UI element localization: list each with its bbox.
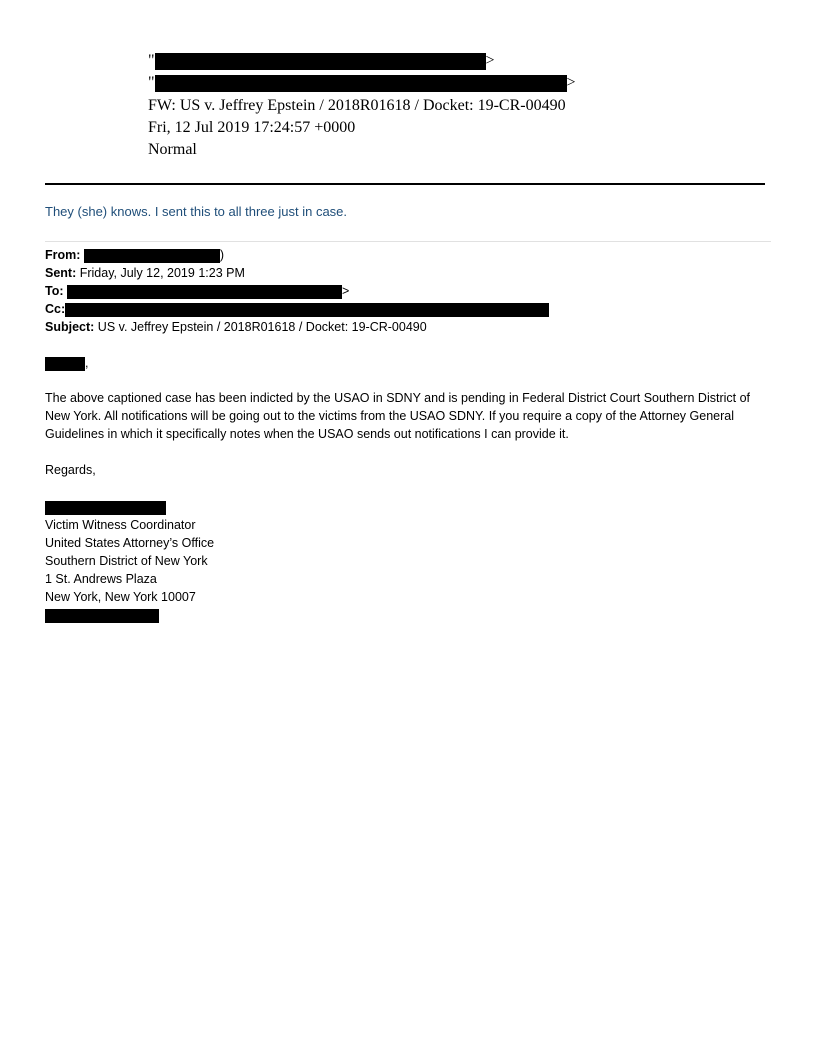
fwd-subject-label: Subject:: [45, 320, 95, 334]
header-subject-value: FW: US v. Jeffrey Epstein / 2018R01618 / Docket: 19-CR-00490: [148, 96, 566, 114]
fwd-to-row: [45, 282, 549, 300]
fwd-from-suffix: ): [219, 248, 225, 262]
greeting-suffix: ,: [85, 356, 89, 370]
fwd-sent-value: Friday, July 12, 2019 1:23 PM: [79, 266, 245, 280]
header-date-value: Fri, 12 Jul 2019 17:24:57 +0000: [148, 118, 356, 136]
redaction-block: [84, 249, 220, 263]
closing-line: Regards,: [45, 463, 96, 477]
fwd-sent-row: [45, 264, 549, 282]
redaction-block: [155, 75, 567, 92]
header-to-suffix: >: [566, 74, 576, 92]
redaction-block: [65, 303, 549, 317]
header-importance-value: Normal: [148, 141, 197, 159]
signature-street: 1 St. Andrews Plaza: [45, 572, 157, 586]
forward-note: They (she) knows. I sent this to all three just in case.: [45, 204, 348, 219]
fwd-to-label: To:: [45, 284, 64, 298]
fwd-subject-value: US v. Jeffrey Epstein / 2018R01618 / Docket: 19-CR-00490: [97, 320, 427, 334]
signature-phone-row: [45, 606, 214, 624]
signature-name-row: [45, 498, 214, 516]
header-to-value: [148, 74, 576, 92]
header-from-prefix: ": [148, 52, 155, 69]
fwd-from-label: From:: [45, 248, 81, 262]
signature-district: Southern District of New York: [45, 554, 208, 568]
header-from-suffix: >: [485, 52, 495, 69]
header-to-prefix: ": [148, 74, 155, 92]
signature-city: New York, New York 10007: [45, 590, 196, 604]
signature-office: United States Attorney’s Office: [45, 536, 215, 550]
forward-divider: [45, 241, 771, 242]
redaction-block: [45, 609, 159, 623]
fwd-from-row: [45, 246, 549, 264]
signature-block: [45, 498, 214, 624]
fwd-cc-label: Cc:: [45, 302, 66, 316]
fwd-to-suffix: >: [342, 284, 350, 298]
fwd-cc-row: [45, 300, 549, 318]
header-divider: [45, 183, 765, 185]
signature-title: Victim Witness Coordinator: [45, 518, 196, 532]
redaction-block: [45, 501, 166, 515]
header-from-value: [148, 52, 495, 70]
body-paragraph: The above captioned case has been indicted by the USAO in SDNY and is pending in Federal District Court Southern District of New York. All notifications will be going out to the victims from the USAO SDNY. If you require a copy of the Attorney General Guidelines in which it specifically notes when the USAO sends out notifications I can provide it.: [45, 391, 751, 441]
redaction-block: [155, 53, 486, 70]
fwd-subject-row: [45, 318, 549, 336]
fwd-sent-label: Sent:: [45, 266, 77, 280]
greeting-line: [45, 354, 775, 372]
forwarded-header: [45, 246, 549, 336]
redaction-block: [67, 285, 342, 299]
redaction-block: [45, 357, 85, 371]
